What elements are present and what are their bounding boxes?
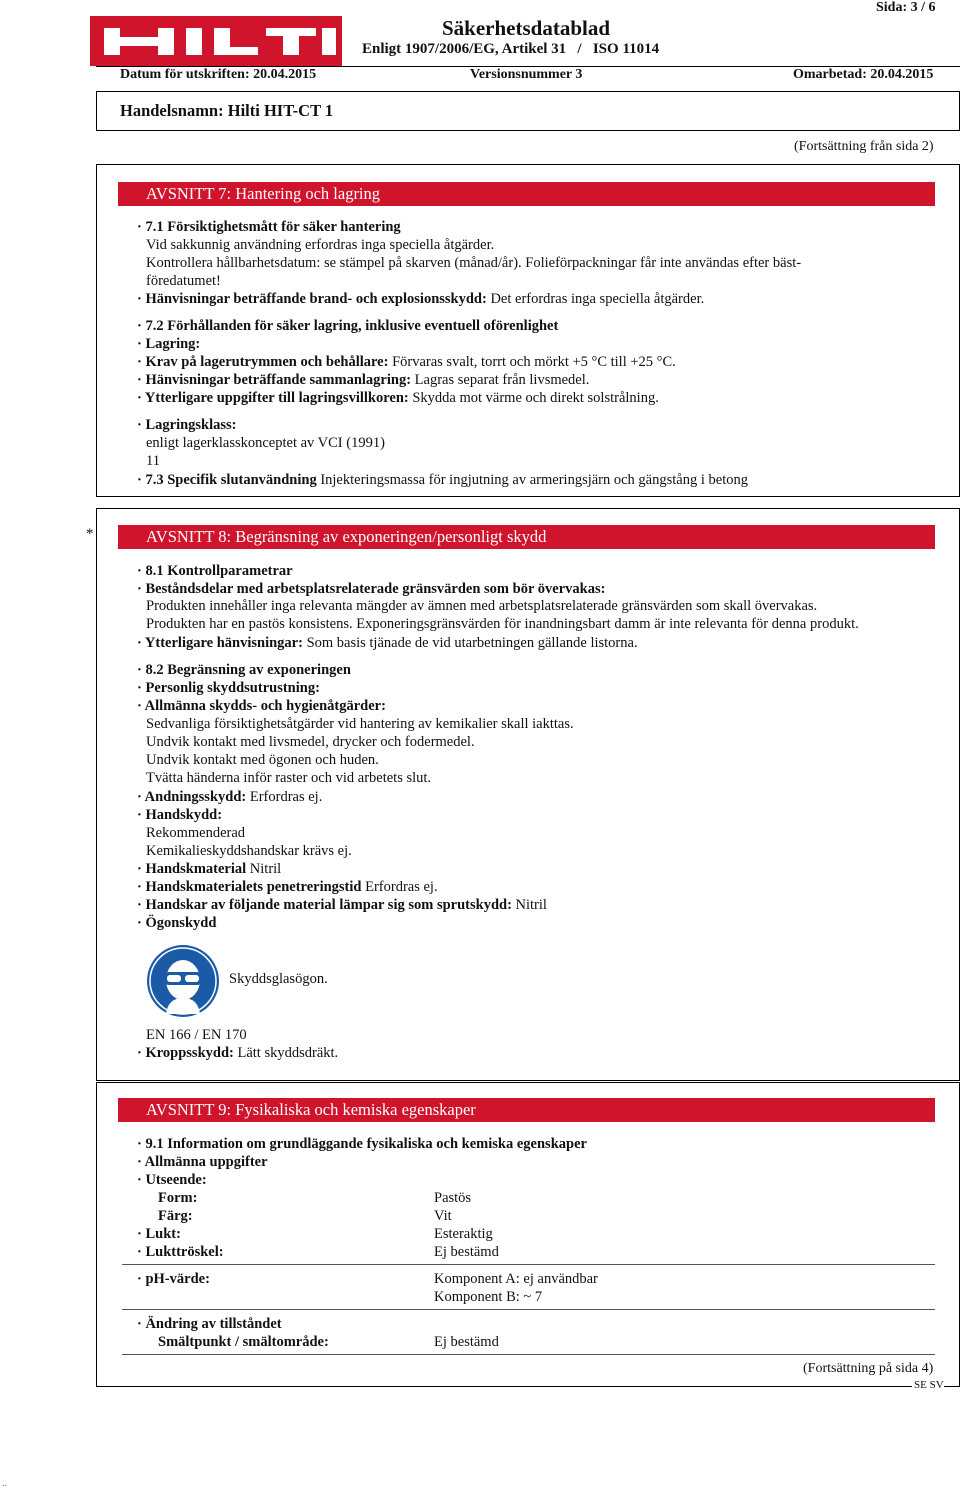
s7-line-check-date: Kontrollera hållbarhetsdatum: se stämpel på skarven (månad/år). Folieförpackningar får inte användas efter bäst- [146, 255, 802, 271]
s8-line-components: · Beståndsdelar med arbetsplatsrelaterade gränsvärden som bör övervakas: [137, 581, 606, 597]
s7-box-left [96, 164, 97, 497]
s7-line-handling: Vid sakkunnig användning erfordras inga speciella åtgärder. [146, 237, 495, 253]
s9-line-9-1: · 9.1 Information om grundläggande fysikaliska och kemiska egenskaper [137, 1136, 587, 1152]
version-number: Versionsnummer 3 [470, 67, 583, 82]
section-7-header: AVSNITT 7: Hantering och lagring [118, 182, 935, 206]
s9-box-top [96, 1082, 960, 1083]
page-number: Sida: 3 / 6 [876, 0, 936, 15]
s8-splash-value: Nitril [511, 897, 547, 913]
s8-line-paste: Produkten har en pastös konsistens. Exponeringsgränsvärden för inandningsbart damm är inte relevanta för denna produkt. [146, 616, 859, 632]
s7-req-label: · Krav på lagerutrymmen och behållare: [137, 354, 389, 370]
s8-line-no-substances: Produkten innehåller inga relevanta mängder av ämnen med arbetsplatsrelaterade gränsvärden som skall övervakas. [146, 598, 818, 614]
continued-to: (Fortsättning på sida 4) [803, 1361, 934, 1376]
s9-melt-value: Ej bestämd [434, 1334, 499, 1350]
s8-box-left [96, 508, 97, 1081]
language-code: SE SV [914, 1379, 944, 1391]
s9-divider-1 [122, 1264, 935, 1265]
goggles-label: Skyddsglasögon. [229, 971, 328, 987]
s7-enduse-value: Injekteringsmassa för ingjutning av armeringsjärn och gängstång i betong [316, 472, 748, 488]
s8-refs-label: · Ytterligare hänvisningar: [137, 635, 303, 651]
s7-line-storage: · Lagring: [137, 336, 201, 352]
s8-line-respiratory [137, 789, 322, 806]
s9-line-appearance: · Utseende: [137, 1172, 207, 1188]
s8-line-recommended: Rekommenderad [146, 825, 246, 841]
s8-line-hygiene: · Allmänna skydds- och hygienåtgärder: [137, 698, 386, 714]
s8-line-gloves-not-required: Kemikalieskyddshandskar krävs ej. [146, 843, 352, 859]
s8-line-body-protection [137, 1045, 338, 1062]
revised-date: Omarbetad: 20.04.2015 [793, 67, 934, 82]
s8-material-label: · Handskmaterial [137, 861, 247, 877]
trade-box-bottom [96, 130, 960, 131]
s9-row-odor-label: · Lukt: [137, 1226, 181, 1242]
s8-line-wash-hands: Tvätta händerna inför raster och vid arbetets slut. [146, 770, 432, 786]
s8-line-8-1: · 8.1 Kontrollparametrar [137, 563, 293, 579]
s9-row-odor-threshold-value: Ej bestämd [434, 1244, 499, 1260]
trade-box-top [96, 91, 960, 92]
s7-further-value: Skydda mot värme och direkt solstrålning. [408, 390, 659, 406]
s7-line-joint-storage [137, 372, 589, 389]
s9-ph-label: · pH-värde: [137, 1271, 210, 1287]
s7-req-value: Förvaras svalt, torrt och mörkt +5 °C till +25 °C. [388, 354, 676, 370]
s7-box-bottom [96, 496, 960, 497]
s8-line-penetration [137, 879, 438, 896]
s8-line-glove-material [137, 861, 281, 878]
s8-line-en-standard: EN 166 / EN 170 [146, 1027, 247, 1043]
s7-line-best-before: föredatumet! [146, 273, 221, 289]
s9-divider-2 [122, 1309, 935, 1310]
s8-line-avoid-food: Undvik kontakt med livsmedel, drycker och fodermedel. [146, 734, 475, 750]
s9-melt-label: Smältpunkt / smältområde: [158, 1334, 329, 1350]
s9-row-odor-threshold-label: · Lukttröskel: [137, 1244, 224, 1260]
s8-line-precautions: Sedvanliga försiktighetsåtgärder vid hantering av kemikalier skall iakttas. [146, 716, 574, 732]
footer-rule-right [944, 1386, 960, 1387]
s8-line-ppe: · Personlig skyddsutrustning: [137, 680, 320, 696]
hilti-logo [90, 16, 342, 66]
s9-divider-3 [122, 1354, 935, 1355]
s9-row-form-label: Form: [158, 1190, 198, 1206]
hilti-logo-graphic [90, 16, 342, 66]
s8-splash-label: · Handskar av följande material lämpar sig som sprutskydd: [137, 897, 512, 913]
s9-row-color-value: Vit [434, 1208, 452, 1224]
page-mark: .. [2, 1478, 7, 1489]
s8-refs-value: Som basis tjänade de vid utarbetningen gällande listorna. [302, 635, 638, 651]
s7-joint-value: Lagras separat från livsmedel. [411, 372, 590, 388]
s9-row-color-label: Färg: [158, 1208, 193, 1224]
document-subtitle: Enligt 1907/2006/EG, Artikel 31 / ISO 11014 [362, 41, 660, 57]
s8-line-hand-protection: · Handskydd: [137, 807, 223, 823]
s8-penetration-label: · Handskmaterialets penetreringstid [137, 879, 362, 895]
s7-joint-label: · Hänvisningar beträffande sammanlagring: [137, 372, 412, 388]
document-title: Säkerhetsdatablad [442, 16, 611, 40]
section-8-header: AVSNITT 8: Begränsning av exponeringen/personligt skydd [118, 525, 935, 549]
s8-resp-label: · Andningsskydd: [137, 789, 247, 805]
s9-line-general: · Allmänna uppgifter [137, 1154, 268, 1170]
s7-line-7-1: · 7.1 Försiktighetsmått för säker hantering [137, 219, 401, 235]
s9-box-left [96, 1082, 97, 1387]
s8-material-value: Nitril [246, 861, 282, 877]
s8-box-bottom [96, 1080, 960, 1081]
s7-line-7-3 [137, 472, 748, 489]
s7-line-requirements [137, 354, 676, 371]
s7-line-storage-class: · Lagringsklass: [137, 417, 237, 433]
s9-row-form-value: Pastös [434, 1190, 472, 1206]
print-date: Datum för utskriften: 20.04.2015 [120, 67, 317, 82]
s7-line-class-value: 11 [146, 453, 160, 469]
section-9-header: AVSNITT 9: Fysikaliska och kemiska egenskaper [118, 1098, 935, 1122]
s7-line-fire [137, 291, 704, 308]
s9-ph-value-a: Komponent A: ej användbar [434, 1271, 598, 1287]
s8-line-splash [137, 897, 547, 914]
s8-line-eye-protection: · Ögonskydd [137, 915, 217, 931]
s9-ph-value-b: Komponent B: ~ 7 [434, 1289, 543, 1305]
s7-box-top [96, 164, 960, 165]
s8-line-8-2: · 8.2 Begränsning av exponeringen [137, 662, 351, 678]
s9-state-change: · Ändring av tillståndet [137, 1316, 282, 1332]
s8-box-top [96, 508, 960, 509]
s8-body-label: · Kroppsskydd: [137, 1045, 234, 1061]
s7-fire-label: · Hänvisningar beträffande brand- och explosionsskydd: [137, 291, 487, 307]
change-marker: * [86, 526, 94, 542]
s7-line-further-info [137, 390, 659, 407]
s8-line-further-refs [137, 635, 638, 652]
s7-enduse-label: · 7.3 Specifik slutanvändning [137, 472, 317, 488]
s7-fire-value: Det erfordras inga speciella åtgärder. [486, 291, 705, 307]
s8-line-avoid-eyes: Undvik kontakt med ögonen och huden. [146, 752, 379, 768]
s7-line-7-2: · 7.2 Förhållanden för säker lagring, inklusive eventuell oförenlighet [137, 318, 559, 334]
footer-rule-left [96, 1386, 912, 1387]
s8-body-value: Lätt skyddsdräkt. [233, 1045, 339, 1061]
s7-further-label: · Ytterligare uppgifter till lagringsvillkoren: [137, 390, 409, 406]
continued-from: (Fortsättning från sida 2) [794, 139, 934, 154]
safety-goggles-icon [146, 944, 220, 1018]
s7-line-vci: enligt lagerklasskonceptet av VCI (1991) [146, 435, 385, 451]
s8-resp-value: Erfordras ej. [246, 789, 323, 805]
s9-row-odor-value: Esteraktig [434, 1226, 493, 1242]
s8-penetration-value: Erfordras ej. [361, 879, 438, 895]
trade-name: Handelsnamn: Hilti HIT-CT 1 [120, 101, 334, 120]
trade-box-left [96, 91, 97, 131]
